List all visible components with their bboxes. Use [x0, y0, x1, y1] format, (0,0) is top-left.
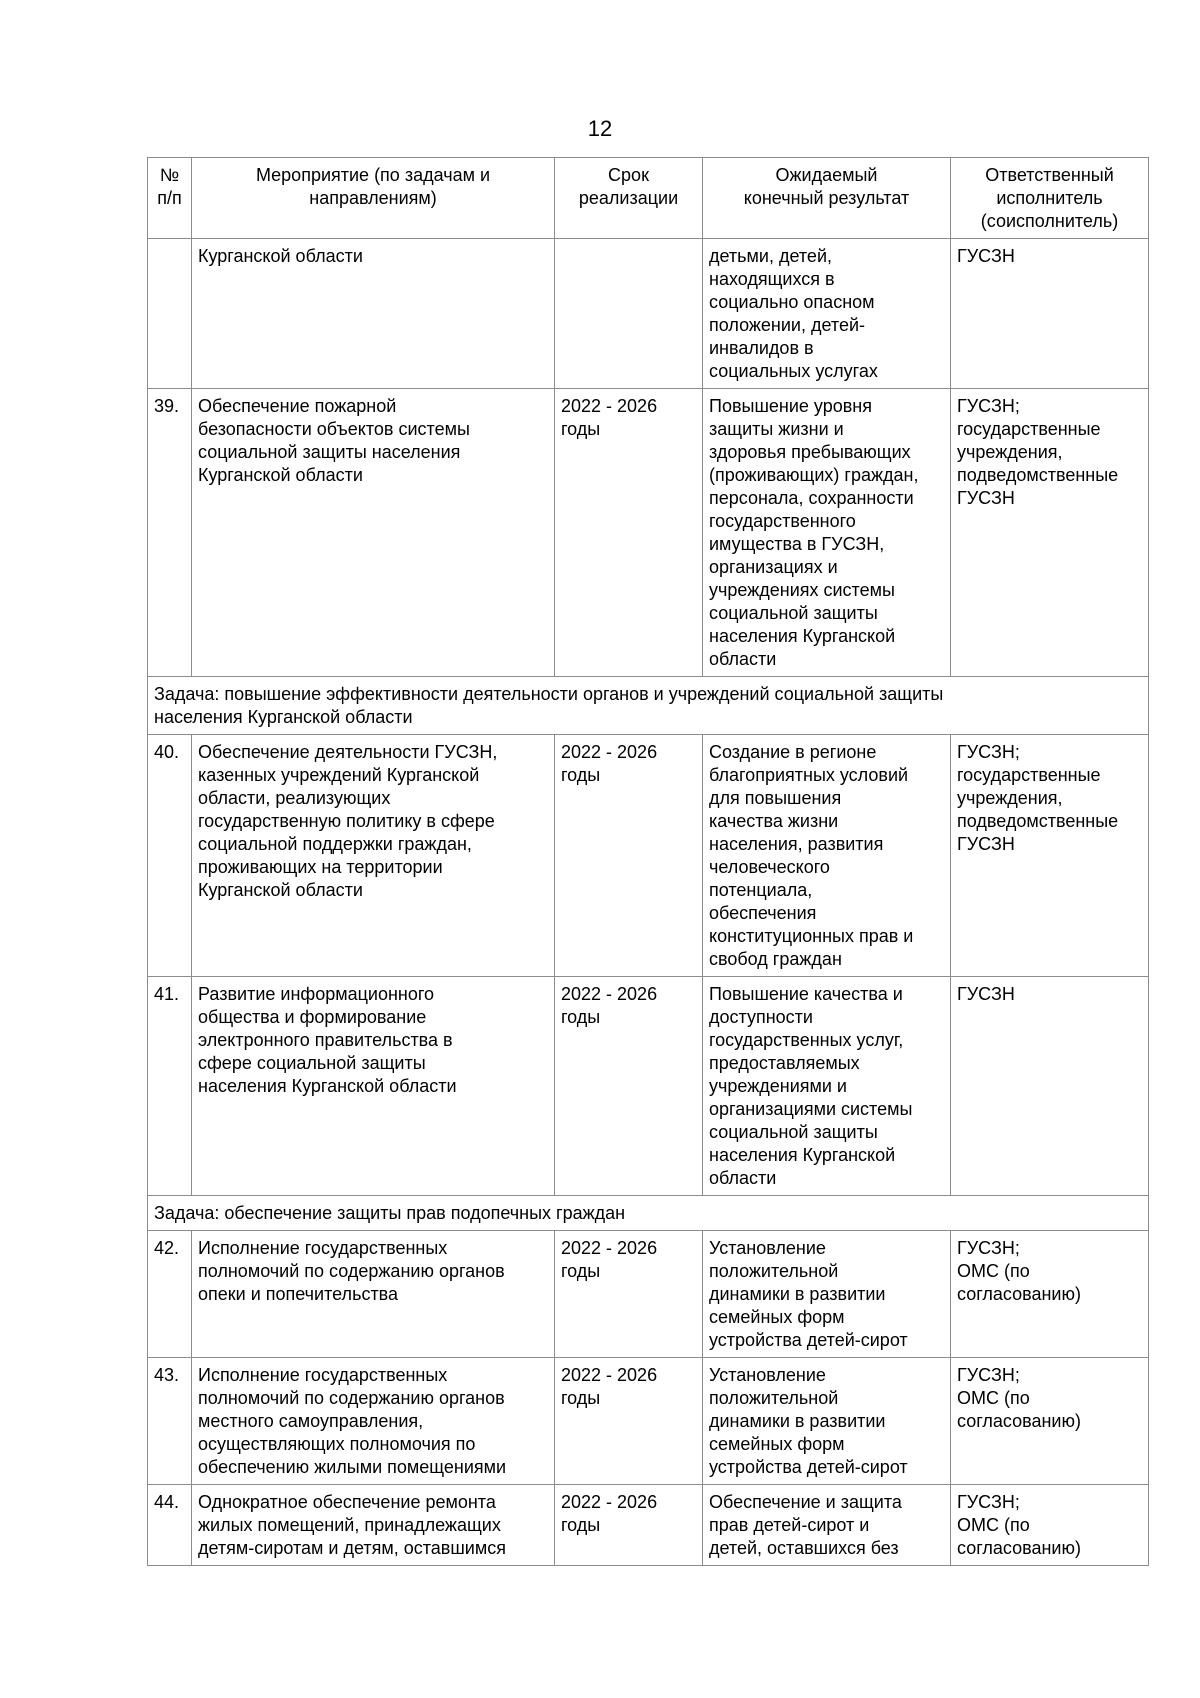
row-term: 2022 - 2026 годы	[555, 1358, 703, 1485]
table-row	[148, 735, 1149, 977]
row-result: Повышение уровня защиты жизни и здоровья пребывающих (проживающих) граждан, персонала, сохранности государственного имущества в ГУСЗН, организациях и учреждениях системы социальной защиты населения Курганской области	[703, 389, 951, 677]
table-row	[148, 977, 1149, 1196]
row-result: детьми, детей, находящихся в социально опасном положении, детей- инвалидов в социальных услугах	[703, 239, 951, 389]
row-executor: ГУСЗН; государственные учреждения, подведомственные ГУСЗН	[951, 389, 1149, 677]
row-num: 43.	[148, 1358, 192, 1485]
row-term	[555, 239, 703, 389]
task-row	[148, 677, 1149, 735]
row-executor: ГУСЗН	[951, 977, 1149, 1196]
row-event: Исполнение государственных полномочий по содержанию органов опеки и попечительства	[192, 1231, 555, 1358]
table-row	[148, 1231, 1149, 1358]
measures-table	[147, 157, 1149, 1566]
row-event: Курганской области	[192, 239, 555, 389]
row-event: Однократное обеспечение ремонта жилых помещений, принадлежащих детям-сиротам и детям, оставшимся	[192, 1485, 555, 1566]
row-num: 44.	[148, 1485, 192, 1566]
row-num: 40.	[148, 735, 192, 977]
row-result: Повышение качества и доступности государственных услуг, предоставляемых учреждениями и организациями системы социальной защиты населения Курганской области	[703, 977, 951, 1196]
page-number: 12	[587, 116, 613, 141]
row-executor: ГУСЗН; ОМС (по согласованию)	[951, 1358, 1149, 1485]
table-header-row	[148, 158, 1149, 239]
row-term: 2022 - 2026 годы	[555, 977, 703, 1196]
task-row	[148, 1196, 1149, 1231]
row-event: Развитие информационного общества и формирование электронного правительства в сфере социальной защиты населения Курганской области	[192, 977, 555, 1196]
row-event: Исполнение государственных полномочий по содержанию органов местного самоуправления, осуществляющих полномочия по обеспечению жилыми помещениями	[192, 1358, 555, 1485]
row-num: 41.	[148, 977, 192, 1196]
row-term: 2022 - 2026 годы	[555, 1485, 703, 1566]
task-heading: Задача: обеспечение защиты прав подопечных граждан	[148, 1196, 1149, 1231]
task-heading: Задача: повышение эффективности деятельности органов и учреждений социальной защиты населения Курганской области	[148, 677, 1149, 735]
row-result: Обеспечение и защита прав детей-сирот и детей, оставшихся без	[703, 1485, 951, 1566]
table-row	[148, 389, 1149, 677]
row-result: Установление положительной динамики в развитии семейных форм устройства детей-сирот	[703, 1358, 951, 1485]
row-num: 39.	[148, 389, 192, 677]
header-executor: Ответственный исполнитель (соисполнитель)	[951, 158, 1149, 239]
row-executor: ГУСЗН; ОМС (по согласованию)	[951, 1231, 1149, 1358]
row-num	[148, 239, 192, 389]
table-row	[148, 1358, 1149, 1485]
row-executor: ГУСЗН	[951, 239, 1149, 389]
table-row	[148, 1485, 1149, 1566]
row-term: 2022 - 2026 годы	[555, 1231, 703, 1358]
row-executor: ГУСЗН; государственные учреждения, подведомственные ГУСЗН	[951, 735, 1149, 977]
row-term: 2022 - 2026 годы	[555, 389, 703, 677]
row-term: 2022 - 2026 годы	[555, 735, 703, 977]
header-num: № п/п	[148, 158, 192, 239]
row-result: Установление положительной динамики в развитии семейных форм устройства детей-сирот	[703, 1231, 951, 1358]
row-result: Создание в регионе благоприятных условий для повышения качества жизни населения, развития человеческого потенциала, обеспечения конституционных прав и свобод граждан	[703, 735, 951, 977]
table-row	[148, 239, 1149, 389]
header-result: Ожидаемый конечный результат	[703, 158, 951, 239]
row-event: Обеспечение деятельности ГУСЗН, казенных учреждений Курганской области, реализующих государственную политику в сфере социальной поддержки граждан, проживающих на территории Курганской области	[192, 735, 555, 977]
row-num: 42.	[148, 1231, 192, 1358]
row-event: Обеспечение пожарной безопасности объектов системы социальной защиты населения Курганской области	[192, 389, 555, 677]
header-event: Мероприятие (по задачам и направлениям)	[192, 158, 555, 239]
header-term: Срок реализации	[555, 158, 703, 239]
row-executor: ГУСЗН; ОМС (по согласованию)	[951, 1485, 1149, 1566]
